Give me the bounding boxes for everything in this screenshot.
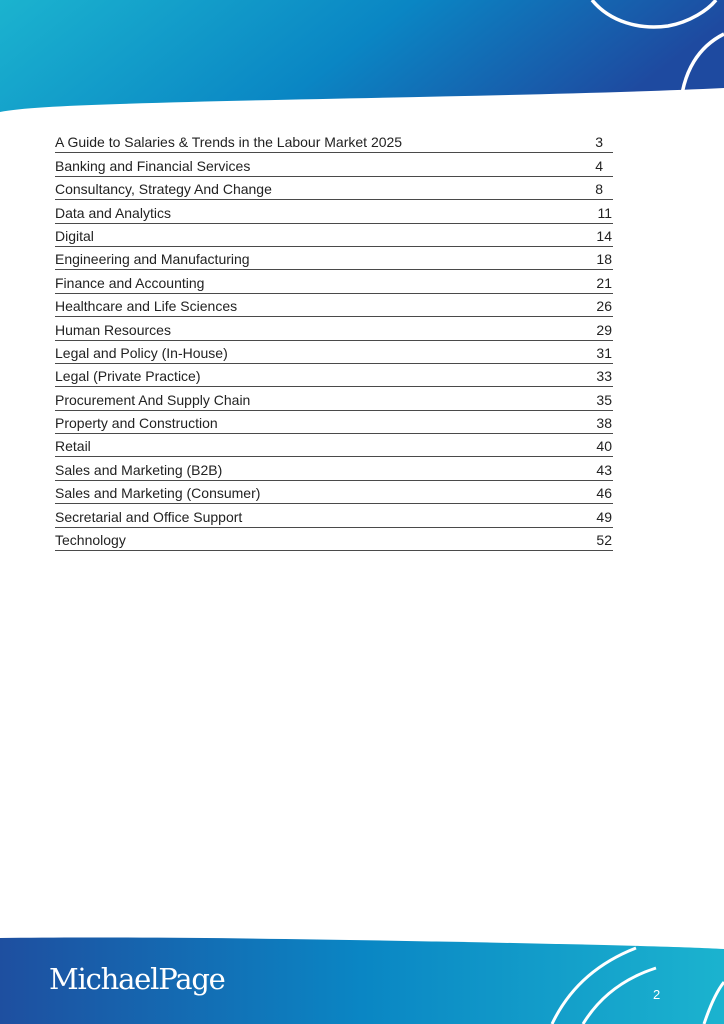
toc-page: 40 [596,438,612,455]
toc-page: 11 [597,204,612,221]
toc-row[interactable] [55,247,613,270]
toc-row[interactable] [55,504,613,527]
toc-row[interactable] [55,200,613,223]
toc-page: 52 [596,532,612,549]
toc-page: 38 [596,415,612,432]
toc-page: 29 [596,321,612,338]
table-of-contents [55,130,613,551]
toc-row[interactable] [55,528,613,551]
toc-row[interactable] [55,457,613,480]
toc-page: 4 [595,157,603,174]
toc-row[interactable] [55,130,613,153]
toc-title: Technology [55,532,126,549]
toc-page: 49 [596,508,612,525]
toc-row[interactable] [55,270,613,293]
toc-row[interactable] [55,341,613,364]
toc-title: Legal and Policy (In-House) [55,344,228,361]
toc-title: Sales and Marketing (Consumer) [55,485,261,502]
toc-title: Procurement And Supply Chain [55,391,251,408]
toc-page: 46 [596,485,612,502]
toc-title: Retail [55,438,91,455]
header-band [0,0,724,112]
toc-title: Data and Analytics [55,204,171,221]
toc-page: 31 [596,344,612,361]
toc-title: A Guide to Salaries & Trends in the Labour Market 2025 [55,134,403,151]
toc-page: 26 [596,298,612,315]
toc-title: Engineering and Manufacturing [55,251,250,268]
toc-page: 3 [595,134,603,151]
toc-row[interactable] [55,224,613,247]
toc-row[interactable] [55,294,613,317]
toc-page: 33 [596,368,612,385]
toc-page: 14 [596,227,612,244]
page-number: 2 [653,987,661,1002]
toc-title: Digital [55,227,94,244]
toc-page: 8 [595,181,603,198]
toc-row[interactable] [55,434,613,457]
toc-title: Consultancy, Strategy And Change [55,181,272,198]
toc-row[interactable] [55,387,613,410]
toc-title: Property and Construction [55,415,218,432]
toc-row[interactable] [55,317,613,340]
toc-title: Finance and Accounting [55,274,205,291]
toc-title: Legal (Private Practice) [55,368,201,385]
toc-page: 43 [596,461,612,478]
toc-page: 18 [596,251,612,268]
toc-title: Banking and Financial Services [55,157,251,174]
toc-page: 21 [596,274,612,291]
toc-title: Healthcare and Life Sciences [55,298,238,315]
toc-title: Secretarial and Office Support [55,508,243,525]
toc-row[interactable] [55,177,613,200]
michael-page-logo: MichaelPage [49,962,225,996]
toc-row[interactable] [55,481,613,504]
toc-title: Human Resources [55,321,171,338]
toc-row[interactable] [55,153,613,176]
toc-page: 35 [596,391,612,408]
toc-title: Sales and Marketing (B2B) [55,461,223,478]
toc-row[interactable] [55,364,613,387]
toc-row[interactable] [55,411,613,434]
